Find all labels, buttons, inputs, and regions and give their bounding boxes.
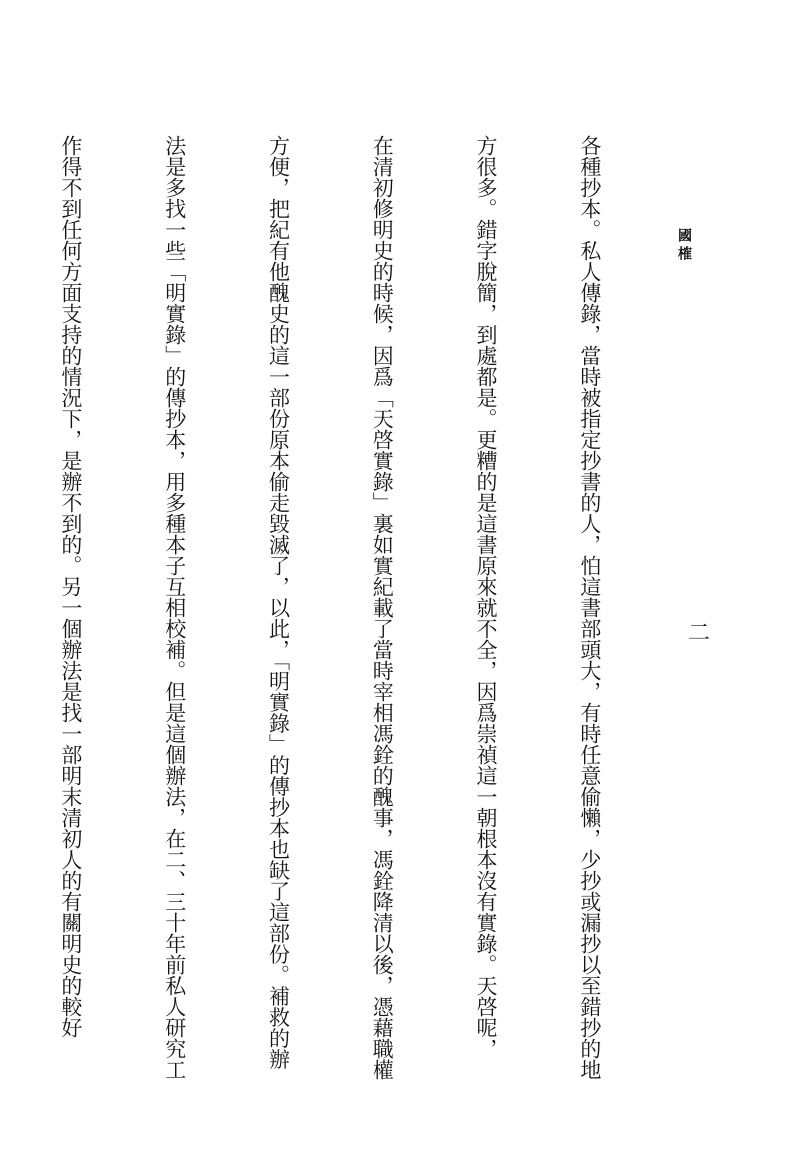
text-column: 作得不到任何方面支持的情況下，是辦不到的。另一個辦法是找一部明末清初人的有關明史的較好 — [58, 135, 83, 1038]
text-column: 方便，把紀有他醜史的這一部份原本偷走毀滅了，以此，「明實錄」的傳抄本也缺了這部份。補救的辦 — [266, 135, 291, 1070]
text-column: 方很多。錯字脫簡，到處都是。更糟的是這書原來就不全，因爲崇禎這一朝根本沒有實錄。天啓呢， — [474, 135, 499, 1059]
page-number: 二 — [688, 621, 711, 646]
running-header: 國榷 — [676, 228, 692, 264]
text-column: 法是多找一些「明實錄」的傳抄本，用多種本子互相校補。但是這個辦法，在二、三十年前私人研究工 — [162, 135, 187, 1080]
text-column: 各種抄本。私人傳錄，當時被指定抄書的人，怕這書部頭大，有時任意偷懶，少抄或漏抄以至錯抄的地 — [577, 135, 602, 1080]
body-text — [58, 135, 676, 1080]
text-column: 在清初修明史的時候，因爲「天啓實錄」裏如實紀載了當時宰相馮銓的醜事，馮銓降清以後，憑藉職權 — [370, 135, 395, 1080]
